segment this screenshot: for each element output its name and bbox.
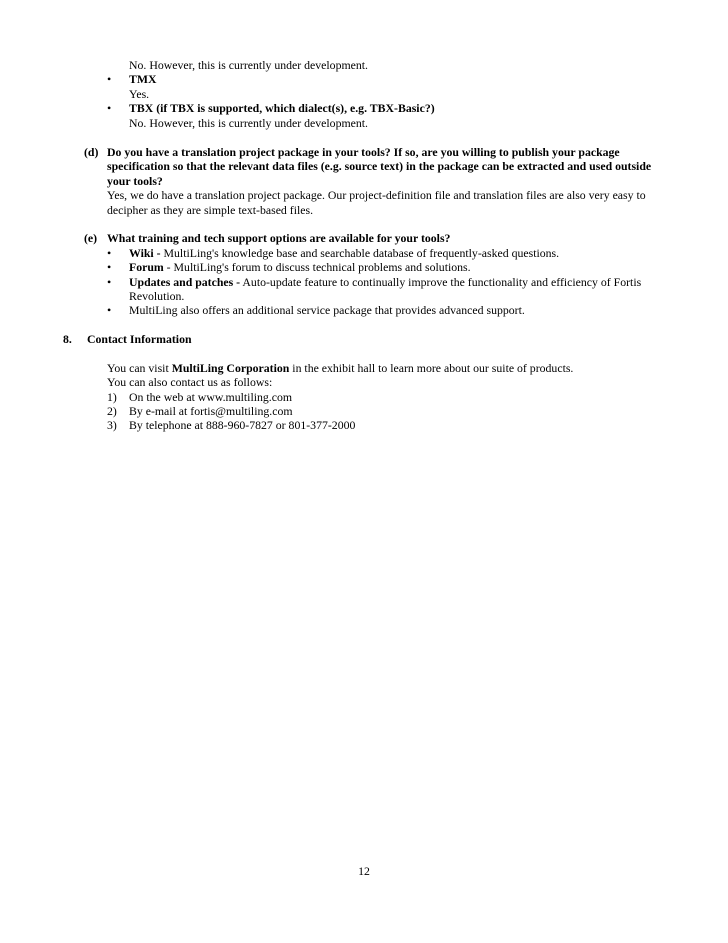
list-item: MultiLing also offers an additional service package that provides advanced support. [129,303,525,317]
list-item [129,260,471,275]
question-d-line: Do you have a translation project package in your tools? If so, are you willing to publish your package [107,145,620,159]
bullet: • [107,246,112,260]
item-label: Forum [129,260,164,274]
item-label: Wiki - [129,246,161,260]
contact-item-text: By telephone at 888-960-7827 or 801-377-2000 [129,418,356,432]
bullet: • [107,303,112,317]
tmx-answer: Yes. [129,87,150,101]
bullet: • [107,101,112,115]
question-e-title: What training and tech support options are available for your tools? [107,231,451,245]
contact-item-text: By e-mail at fortis@multiling.com [129,404,293,418]
tmx-heading: TMX [129,72,157,86]
item-continuation: Revolution. [129,289,185,303]
item-text: - MultiLing's forum to discuss technical problems and solutions. [163,260,471,274]
item-label: Updates and patches - [129,275,241,289]
question-d-marker: (d) [84,145,99,159]
contact-item-number: 3) [107,418,117,432]
bullet: • [107,72,112,86]
text-run: You can visit [107,361,172,375]
section-title: Contact Information [87,332,192,346]
item-text: MultiLing's knowledge base and searchable database of frequently-asked questions. [160,246,560,260]
answer-d-line: decipher as they are simple text-based files. [107,203,314,217]
prev-answer: No. However, this is currently under development. [129,58,369,72]
contact-item-number: 2) [107,404,117,418]
section-number: 8. [63,332,72,346]
page-number: 12 [358,864,370,878]
item-text: Auto-update feature to continually improve the functionality and efficiency of Fortis [240,275,642,289]
bullet: • [107,260,112,274]
contact-item-number: 1) [107,390,117,404]
question-e-marker: (e) [84,231,98,245]
answer-d-line: Yes, we do have a translation project package. Our project-definition file and translation files are also very easy to [107,188,646,202]
contact-item-text: On the web at www.multiling.com [129,390,293,404]
tbx-answer: No. However, this is currently under development. [129,116,369,130]
text-run: in the exhibit hall to learn more about our suite of products. [289,361,574,375]
company-name: MultiLing Corporation [171,361,290,375]
contact-paragraph [107,361,573,376]
question-d-line: specification so that the relevant data files (e.g. source text) in the package can be extracted and used outside [107,159,652,173]
contact-intro: You can also contact us as follows: [107,375,273,389]
list-item [129,275,641,290]
tbx-heading: TBX (if TBX is supported, which dialect(s), e.g. TBX-Basic?) [129,101,435,115]
list-item [129,246,559,261]
bullet: • [107,275,112,289]
question-d-line: your tools? [107,174,163,188]
